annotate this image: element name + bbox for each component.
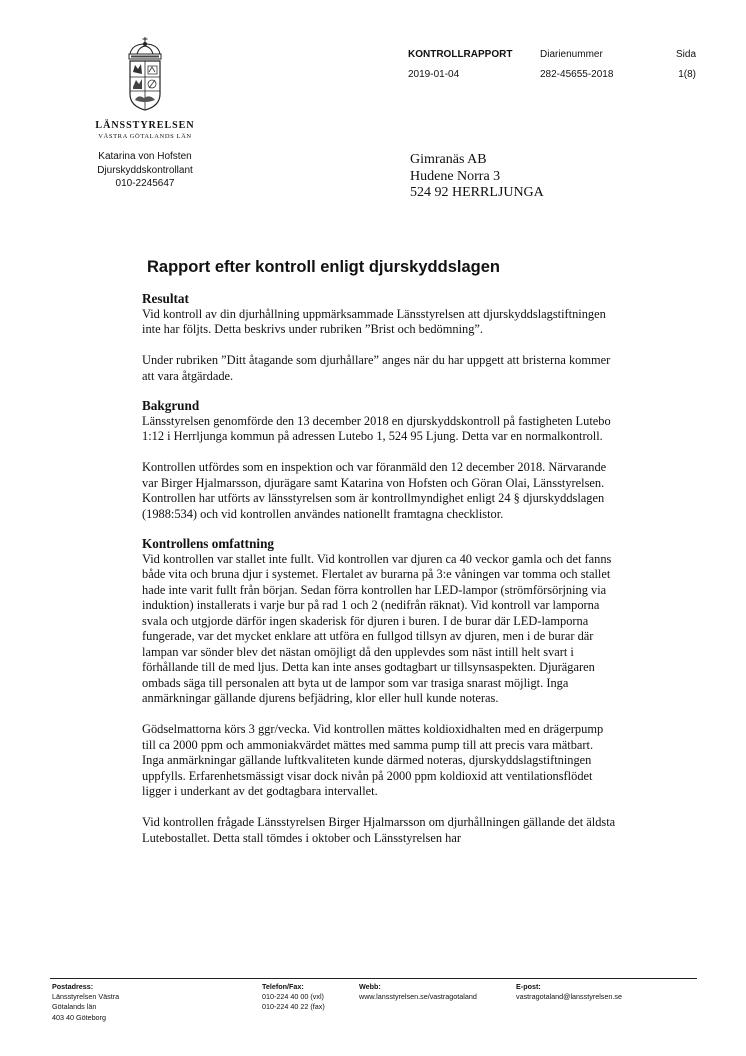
- doc-date: 2019-01-04: [408, 69, 460, 80]
- coat-of-arms-logo: [120, 36, 170, 112]
- diarie-label: Diarienummer: [540, 49, 603, 60]
- footer-phone-label: Telefon/Fax:: [262, 982, 304, 991]
- paragraph: Vid kontrollen var stallet inte fullt. Vid kontrollen var djuren ca 40 veckor gamla och det fanns både vita och bruna djur i systemet. Flertalet av burarna på 3:e våningen var tomma och stallet hade inte varit fullt från början. Sedan förra kontrollen har LED-lampor (strömförsörjning via induktion) installerats i varje bur på rad 1 och 2 (nedifrån räknat). Vid kontroll var lamporna svala och utgjorde därför ingen skaderisk för djuren i buren. I de burar där LED-lamporna fungerade, var det mycket enklare att utföra en fullgod tillsyn av djuren, men i de burar där lampan var sönder blev det nästan omöjligt då den upplevdes som näst intill helt svart i förhållande till de med ljus. Detta kan inte anses godtagbart ur tillsynsaspekten. Djurägaren ombads säga till personalen att byta ut de lampor som var trasiga snarast möjligt. Inga anmärkningar gällande djurens befjädring, klor eller hull kunde noteras.: [142, 551, 612, 705]
- page-number: 1(8): [678, 69, 696, 80]
- recipient-company: Gimranäs AB: [410, 152, 487, 167]
- page-label: Sida: [675, 49, 696, 60]
- footer-email-label: E-post:: [516, 982, 541, 991]
- section-resultat: [142, 291, 617, 384]
- diarie-number: 282-45655-2018: [540, 69, 614, 80]
- agency-county: VÄSTRA GÖTALANDS LÄN: [98, 133, 192, 140]
- footer-postal-label: Postadress:: [52, 982, 94, 991]
- contact-name: Katarina von Hofsten: [98, 151, 192, 162]
- section-bakgrund: [142, 398, 617, 522]
- page-column: [670, 45, 696, 85]
- paragraph: Vid kontrollen frågade Länsstyrelsen Birger Hjalmarsson om djurhållningen gällande det äldsta Lutebostallet. Detta stall tömdes i oktober och Länsstyrelsen har: [142, 815, 616, 845]
- footer-web-label: Webb:: [359, 982, 381, 991]
- section-heading: Resultat: [142, 291, 189, 306]
- contact-role: Djurskyddskontrollant: [97, 164, 193, 176]
- footer-web-link[interactable]: www.lansstyrelsen.se/vastragotaland: [359, 992, 477, 1002]
- paragraph: Vid kontroll av din djurhållning uppmärksammade Länsstyrelsen att djurskyddslagstiftningen inte har följts. Detta beskrivs under rubriken ”Brist och bedömning”.: [142, 306, 606, 336]
- footer-email-link[interactable]: vastragotaland@lansstyrelsen.se: [516, 992, 622, 1002]
- footer-fax-line: 010-224 40 22 (fax): [262, 1002, 325, 1012]
- paragraph: Kontrollen utfördes som en inspektion och var föranmäld den 12 december 2018. Närvarande var Birger Hjalmarsson, djurägare samt Katarina von Hofsten och Göran Olai, Länsstyrelsen. Kontrollen har utförts av länsstyrelsen som är kontrollmyndighet enligt 24 § djurskyddslagen (1988:534) och vid kontrollen användes nationellt framtagna checklistor.: [142, 460, 607, 521]
- footer-web: [359, 982, 477, 1002]
- section-heading: Bakgrund: [142, 398, 200, 413]
- paragraph: Gödselmattorna körs 3 ggr/vecka. Vid kontrollen mättes koldioxidhalten med en drägerpump till ca 2000 ppm och ammoniakvärdet mättes med samma pump till att precis vara mätbart. Inga anmärkningar gällande luftkvaliteten kunde därmed noteras, djurskyddslagstiftningen uppfylls. Erfarenhetsmässigt visar dock nivån på 2000 ppm koldioxid att ventilationsflödet ligger i underkant av det godtagbara intervallet.: [142, 722, 604, 798]
- agency-name: LÄNSSTYRELSEN: [95, 120, 195, 131]
- recipient-postal: 524 92 HERRLJUNGA: [410, 185, 544, 200]
- footer-postal-line: 403 40 Göteborg: [52, 1012, 106, 1022]
- contact-block: [60, 150, 230, 191]
- recipient-street: Hudene Norra 3: [410, 168, 501, 184]
- contact-phone: 010-2245647: [115, 178, 175, 189]
- report-body: [142, 291, 617, 860]
- section-heading: Kontrollens omfattning: [142, 536, 275, 551]
- paragraph: Länsstyrelsen genomförde den 13 december 2018 en djurskyddskontroll på fastigheten Lutebo 1:12 i Herrljunga kommun på adressen Lutebo 1, 524 95 Ljung. Detta var en normalkontroll.: [142, 413, 611, 443]
- doc-type-column: [408, 45, 512, 85]
- footer-email: [516, 982, 622, 1002]
- footer-postal: [52, 982, 119, 1023]
- section-omfattning: [142, 536, 617, 846]
- doc-type: KONTROLLRAPPORT: [408, 49, 513, 60]
- paragraph: Under rubriken ”Ditt åtagande som djurhållare” anges när du har uppgett att bristerna kommer att vara åtgärdade.: [142, 353, 611, 383]
- diarie-column: [540, 45, 613, 85]
- footer-phone: [262, 982, 325, 1013]
- footer-postal-line: Götalands län: [52, 1002, 97, 1012]
- footer-divider: [50, 978, 697, 979]
- footer-postal-line: Länsstyrelsen Västra: [52, 992, 120, 1002]
- agency-block: [60, 120, 230, 140]
- page-title: Rapport efter kontroll enligt djurskyddslagen: [147, 258, 500, 276]
- recipient-address: [410, 152, 544, 202]
- footer-phone-line: 010-224 40 00 (vxl): [262, 992, 324, 1002]
